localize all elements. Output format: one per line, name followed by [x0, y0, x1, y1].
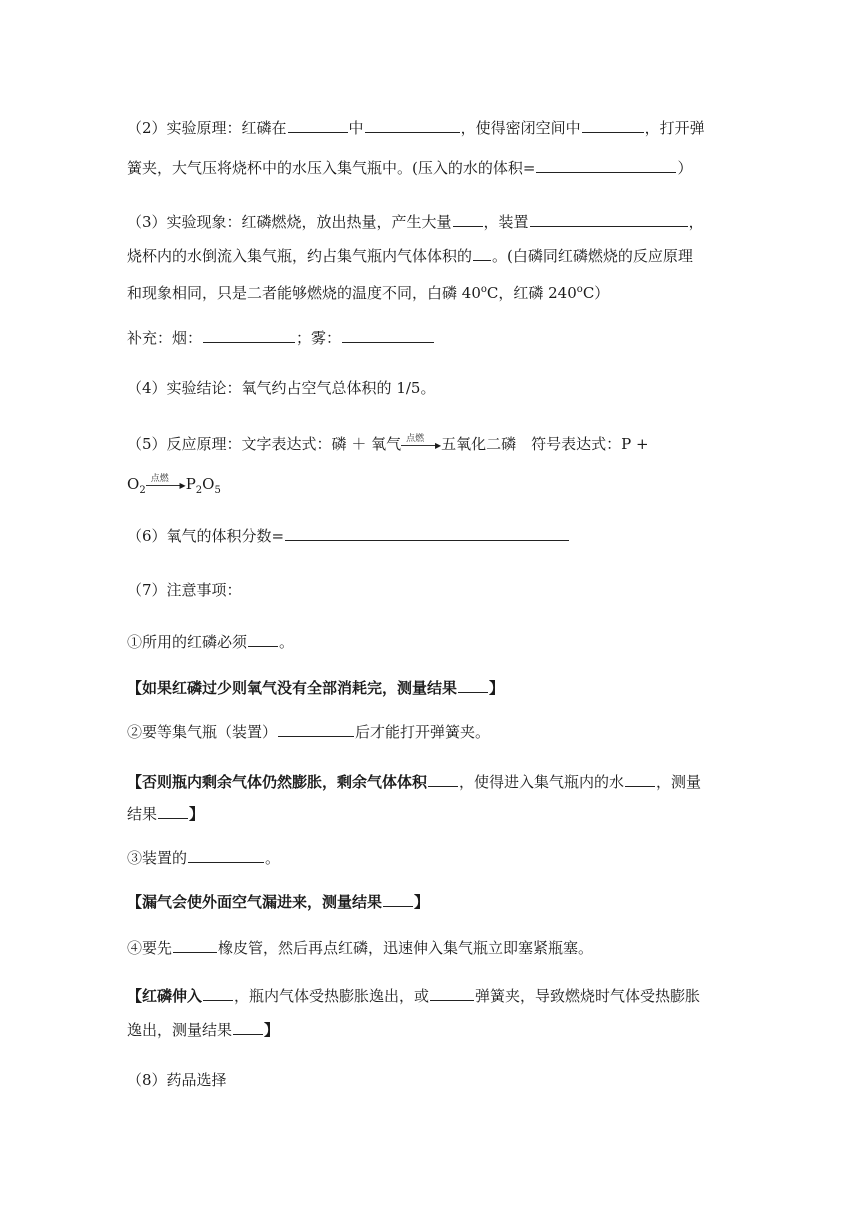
text: 簧夹，大气压将烧杯中的水压入集气瓶中。(压入的水的体积= [127, 159, 536, 177]
blank-field[interactable] [582, 118, 644, 133]
text: 【红磷伸入 [127, 987, 203, 1005]
principle-line-1 [127, 118, 705, 138]
blank-field[interactable] [625, 772, 655, 787]
note-3-reason [127, 892, 429, 912]
degree-mark: o [480, 284, 487, 295]
text: 【如果红磷过少则氧气没有全部消耗完，测量结果 [127, 679, 458, 697]
text: 结果 [127, 805, 158, 823]
blank-field[interactable] [173, 938, 217, 953]
notes-title [127, 580, 242, 600]
text: C，红磷 240 [486, 284, 577, 302]
blank-field[interactable] [383, 892, 413, 907]
blank-field[interactable] [536, 158, 676, 173]
note-3 [127, 848, 280, 868]
text: 弹簧夹，导致燃烧时气体受热膨胀 [475, 987, 701, 1005]
text: O [202, 475, 215, 493]
text: ，装置 [483, 213, 529, 231]
text: ，使得密闭空间中 [460, 119, 581, 137]
note-4 [127, 938, 593, 958]
fraction-line [127, 526, 570, 546]
text: ①所用的红磷必须 [127, 633, 248, 651]
reaction-arrow: 点燃 ▶ [401, 435, 441, 449]
text: ②要等集气瓶（装置） [127, 723, 278, 741]
text: 补充：烟： [127, 329, 203, 347]
blank-field[interactable] [158, 804, 188, 819]
blank-field[interactable] [530, 212, 688, 227]
blank-field[interactable] [473, 246, 491, 261]
text: P [185, 475, 196, 493]
principle-line-2 [127, 158, 692, 178]
text: ④要先 [127, 939, 173, 957]
note-1 [127, 632, 294, 652]
blank-field[interactable] [233, 1020, 263, 1035]
text: （3）实验现象：红磷燃烧，放出热量，产生大量 [127, 213, 452, 231]
reaction-arrow: 点燃 ▶ [146, 475, 186, 489]
text: 】 [189, 805, 205, 823]
condition-label: 点燃 [150, 474, 169, 484]
blank-field[interactable] [453, 212, 483, 227]
blank-field[interactable] [248, 632, 278, 647]
blank-field[interactable] [203, 986, 233, 1001]
phenomenon-line-3 [127, 280, 609, 303]
text: 。 [265, 849, 281, 867]
note-2-reason [127, 772, 701, 792]
supplement-line [127, 328, 435, 348]
degree-mark: o [576, 284, 583, 295]
text: 后才能打开弹簧夹。 [355, 723, 491, 741]
blank-field[interactable] [430, 986, 474, 1001]
text: 。(白磷同红磷燃烧的反应原理 [492, 247, 693, 265]
subscript: 2 [139, 485, 146, 496]
text: O [127, 475, 140, 493]
note-2 [127, 722, 490, 742]
text: ，瓶内气体受热膨胀逸出，或 [234, 987, 430, 1005]
text: 】 [414, 893, 430, 911]
subscript: 2 [195, 485, 203, 496]
blank-field[interactable] [365, 118, 460, 133]
text: 中 [348, 119, 364, 137]
blank-field[interactable] [203, 328, 295, 343]
text: 。 [279, 633, 295, 651]
condition-label: 点燃 [406, 434, 425, 444]
text: 橡皮管，然后再点红磷，迅速伸入集气瓶立即塞紧瓶塞。 [218, 939, 594, 957]
blank-field[interactable] [458, 678, 488, 693]
phenomenon-line-1 [127, 212, 704, 232]
text: （7）注意事项： [127, 581, 242, 599]
phenomenon-line-2 [127, 246, 693, 266]
blank-field[interactable] [188, 848, 264, 863]
text: 五氧化二磷 符号表达式：P + [441, 435, 649, 453]
note-4-reason-cont [127, 1020, 279, 1040]
blank-field[interactable] [285, 526, 569, 541]
text: ， [688, 213, 704, 231]
text: ；雾： [296, 329, 342, 347]
blank-field[interactable] [342, 328, 434, 343]
blank-field[interactable] [428, 772, 458, 787]
text: 逸出，测量结果 [127, 1021, 233, 1039]
text: ，使得进入集气瓶内的水 [459, 773, 625, 791]
text: ） [677, 159, 693, 177]
text: ，测量 [656, 773, 702, 791]
text: 】 [264, 1021, 280, 1039]
text: ，打开弹 [644, 119, 705, 137]
reaction-line-1 [127, 434, 649, 454]
subscript: 5 [214, 485, 221, 496]
conclusion-line [127, 378, 435, 398]
text: 【漏气会使外面空气漏进来，测量结果 [127, 893, 383, 911]
text: 烧杯内的水倒流入集气瓶，约占集气瓶内气体体积的 [127, 247, 473, 265]
text: C） [582, 284, 610, 302]
text: （8）药品选择 [127, 1071, 227, 1089]
blank-field[interactable] [288, 118, 348, 133]
note-2-reason-cont [127, 804, 204, 824]
note-1-reason [127, 678, 504, 698]
reaction-line-2 [127, 474, 221, 501]
text: 【否则瓶内剩余气体仍然膨胀，剩余气体体积 [127, 773, 428, 791]
text: 和现象相同，只是二者能够燃烧的温度不同，白磷 40 [127, 284, 481, 302]
text: （6）氧气的体积分数= [127, 527, 285, 545]
text: 】 [489, 679, 505, 697]
text: ③装置的 [127, 849, 188, 867]
text: （2）实验原理：红磷在 [127, 119, 287, 137]
blank-field[interactable] [278, 722, 354, 737]
text: （5）反应原理：文字表达式：磷 ＋ 氧气 [127, 435, 402, 453]
text: （4）实验结论：氧气约占空气总体积的 1/5。 [127, 379, 436, 397]
note-4-reason [127, 986, 700, 1006]
drug-selection-line [127, 1070, 227, 1090]
